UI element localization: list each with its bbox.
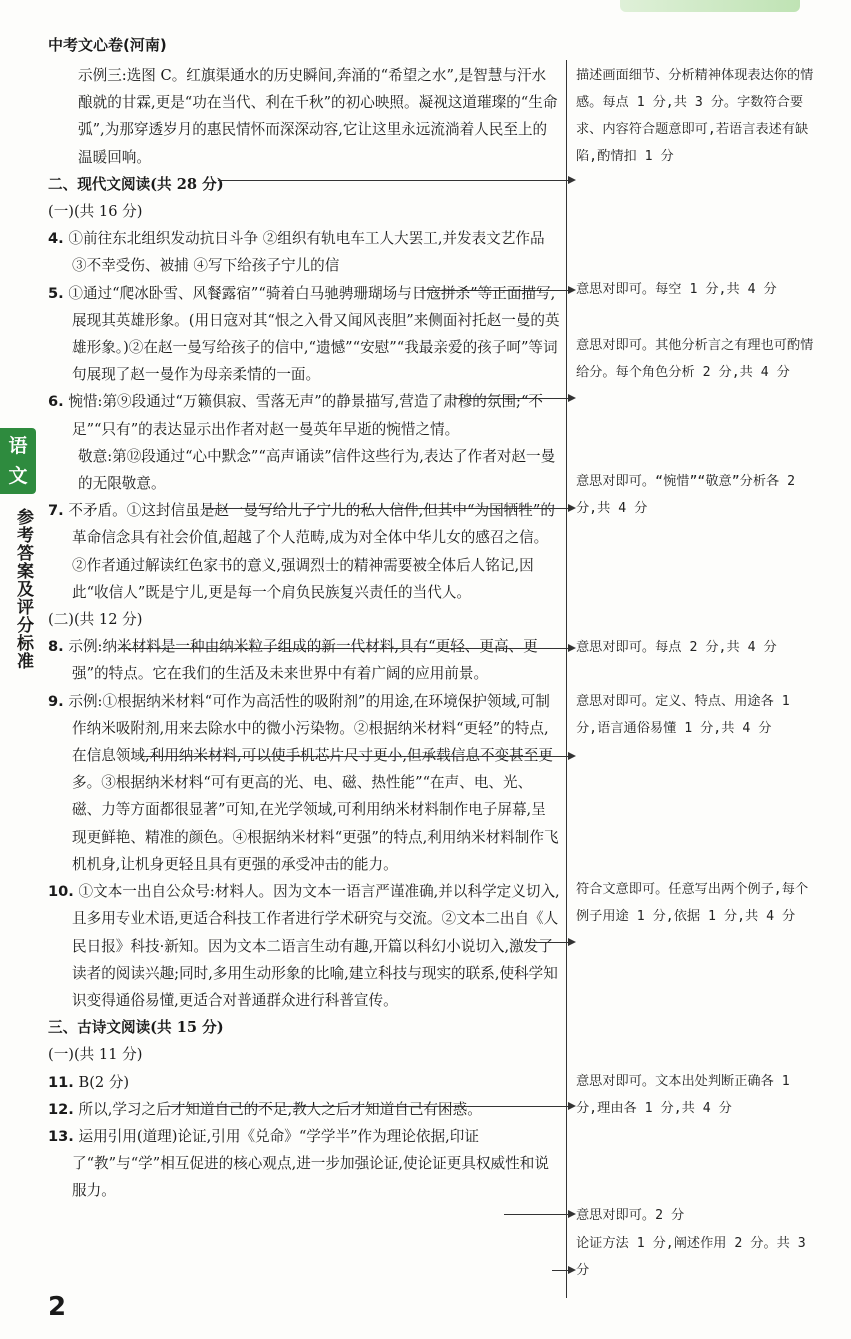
- answer-q9: 9. 示例:①根据纳米材料“可作为高活性的吸附剂”的用途,在环境保护领域,可制作纳米吸附剂,用来去除水中的微小污染物。②根据纳米材料“更轻”的特点,在信息领域,利用纳米材料,可以使手机芯片尺寸更小,但承载信息不变甚至更多。③根据纳米材料“可有更高的光、电、磁、热性能”“在声、电、光、磁、力等方面都很显著”可知,在光学领域,可利用纳米材料制作电子屏幕,呈现更鲜艳、精准的颜色。④根据纳米材料“更强”的特点,利用纳米材料制作飞机机身,让机身更轻且具有更强的承受冲击的能力。: [48, 692, 559, 873]
- page-number: 2: [48, 1292, 67, 1322]
- answer-q4: 4. ①前往东北组织发动抗日斗争 ②组织有轨电车工人大罢工,并发表文艺作品 ③不幸受伤、被捕 ④写下给孩子宁儿的信: [48, 230, 545, 275]
- arrow-connector: [205, 508, 574, 509]
- arrow-connector: [140, 756, 574, 757]
- answer-q6-part2: 敬意:第⑫段通过“心中默念”“高声诵读”信件这些行为,表达了作者对赵一曼的无限敬意。: [78, 447, 556, 493]
- arrow-connector: [168, 1106, 574, 1107]
- scoring-note-q13: 论证方法 1 分,阐述作用 2 分。共 3 分: [576, 1236, 806, 1278]
- arrow-connector: [524, 942, 574, 943]
- question-number: 7.: [48, 502, 64, 520]
- answer-q6: 6. 惋惜:第⑨段通过“万籁俱寂、雪落无声”的静景描写,营造了肃穆的氛围;“不足”“只有”的表达显示出作者对赵一曼英年早逝的惋惜之情。: [48, 393, 544, 438]
- scoring-note-q7: 意思对即可。每点 2 分,共 4 分: [576, 640, 777, 655]
- answer-q12: 12. 所以,学习之后才知道自己的不足,教人之后才知道自己有困惑。: [48, 1100, 482, 1118]
- arrow-connector: [218, 180, 574, 181]
- answer-q11: 11. B(2 分): [48, 1073, 130, 1091]
- scoring-note-q8: 意思对即可。定义、特点、用途各 1 分,语言通俗易懂 1 分,共 4 分: [576, 694, 790, 736]
- question-number: 13.: [48, 1127, 74, 1145]
- scoring-note-q6: 意思对即可。“惋惜”“敬意”分析各 2 分,共 4 分: [576, 474, 796, 516]
- scoring-note-example: 描述画面细节、分析精神体现表达你的情感。每点 1 分,共 3 分。字数符合要求、内容符合题意即可,若语言表述有缺陷,酌情扣 1 分: [576, 68, 814, 164]
- arrow-connector: [552, 1270, 574, 1271]
- answer-q8: 8. 示例:纳米材料是一种由纳米粒子组成的新一代材料,具有“更轻、更高、更强”的特点。它在我们的生活及未来世界中有着广阔的应用前景。: [48, 638, 538, 683]
- header-decoration: [620, 0, 800, 12]
- subsection-heading-1: (一)(共 16 分): [48, 203, 143, 221]
- question-number: 4.: [48, 230, 64, 248]
- scoring-note-q12: 意思对即可。2 分: [576, 1208, 685, 1223]
- question-number: 6.: [48, 393, 64, 411]
- answer-q7: 7. 不矛盾。①这封信虽是赵一曼写给儿子宁儿的私人信件,但其中“为国牺牲”的革命信念具有社会价值,超越了个人范畴,成为对全体中华儿女的感召之信。②作者通过解读红色家书的意义,强调烈士的精神需要被全体后人铭记,因此“收信人”既是宁儿,更是每一个肩负民族复兴责任的当代人。: [48, 502, 555, 601]
- scoring-note-q9: 符合文意即可。任意写出两个例子,每个例子用途 1 分,依据 1 分,共 4 分: [576, 882, 809, 924]
- section-heading-classical-reading: 三、古诗文阅读(共 15 分): [48, 1019, 224, 1037]
- question-number: 12.: [48, 1100, 74, 1118]
- arrow-connector: [504, 1214, 574, 1215]
- question-number: 11.: [48, 1073, 74, 1091]
- subject-tab: 语文: [0, 428, 36, 494]
- subsection-heading-2: (二)(共 12 分): [48, 611, 143, 629]
- question-number: 9.: [48, 692, 64, 710]
- scoring-note-q10: 意思对即可。文本出处判断正确各 1 分,理由各 1 分,共 4 分: [576, 1074, 790, 1116]
- question-number: 5.: [48, 284, 64, 302]
- answer-q13: 13. 运用引用(道理)论证,引用《兑命》“学学半”作为理论依据,印证了“教”与“学”相互促进的核心观点,进一步加强论证,使论证更具权威性和说服力。: [48, 1127, 549, 1200]
- section-label: 参考答案及评分标准: [13, 508, 33, 670]
- question-number: 8.: [48, 638, 64, 656]
- answer-column: [48, 62, 560, 1205]
- answer-example-3: 示例三:选图 C。红旗渠通水的历史瞬间,奔涌的“希望之水”,是智慧与汗水酿就的甘霖,更是“功在当代、利在千秋”的初心映照。凝视这道璀璨的“生命弧”,为那穿透岁月的惠民情怀而深深动容,它让这里永远流淌着人民至上的温暖回响。: [78, 67, 558, 166]
- column-divider: [566, 60, 567, 1298]
- section-heading-modern-reading: 二、现代文阅读(共 28 分): [48, 175, 224, 193]
- scoring-note-q5: 意思对即可。其他分析言之有理也可酌情给分。每个角色分析 2 分,共 4 分: [576, 338, 814, 380]
- arrow-connector: [118, 648, 574, 649]
- arrow-connector: [455, 398, 574, 399]
- scoring-note-q4: 意思对即可。每空 1 分,共 4 分: [576, 282, 777, 297]
- arrow-connector: [420, 290, 574, 291]
- running-title: 中考文心卷(河南): [48, 36, 167, 54]
- answer-q10: 10. ①文本一出自公众号:材料人。因为文本一语言严谨准确,并以科学定义切入,且多用专业术语,更适合科技工作者进行学术研究与交流。②文本二出自《人民日报》科技·新知。因为文本二语言生动有趣,开篇以科幻小说切入,激发了读者的阅读兴趣;同时,多用生动形象的比喻,建立科技与现实的联系,使科学知识变得通俗易懂,更适合对普通群众进行科普宣传。: [48, 883, 560, 1009]
- question-number: 10.: [48, 883, 74, 901]
- subsection-heading-3: (一)(共 11 分): [48, 1046, 143, 1064]
- answer-q5: 5. ①通过“爬冰卧雪、风餐露宿”“骑着白马驰骋珊瑚场与日寇拼杀”等正面描写,展现其英雄形象。(用日寇对其“恨之入骨又闻风丧胆”来侧面衬托赵一曼的英雄形象。)②在赵一曼写给孩子的信中,“遗憾”“安慰”“我最亲爱的孩子呵”等词句展现了赵一曼作为母亲柔情的一面。: [48, 284, 560, 384]
